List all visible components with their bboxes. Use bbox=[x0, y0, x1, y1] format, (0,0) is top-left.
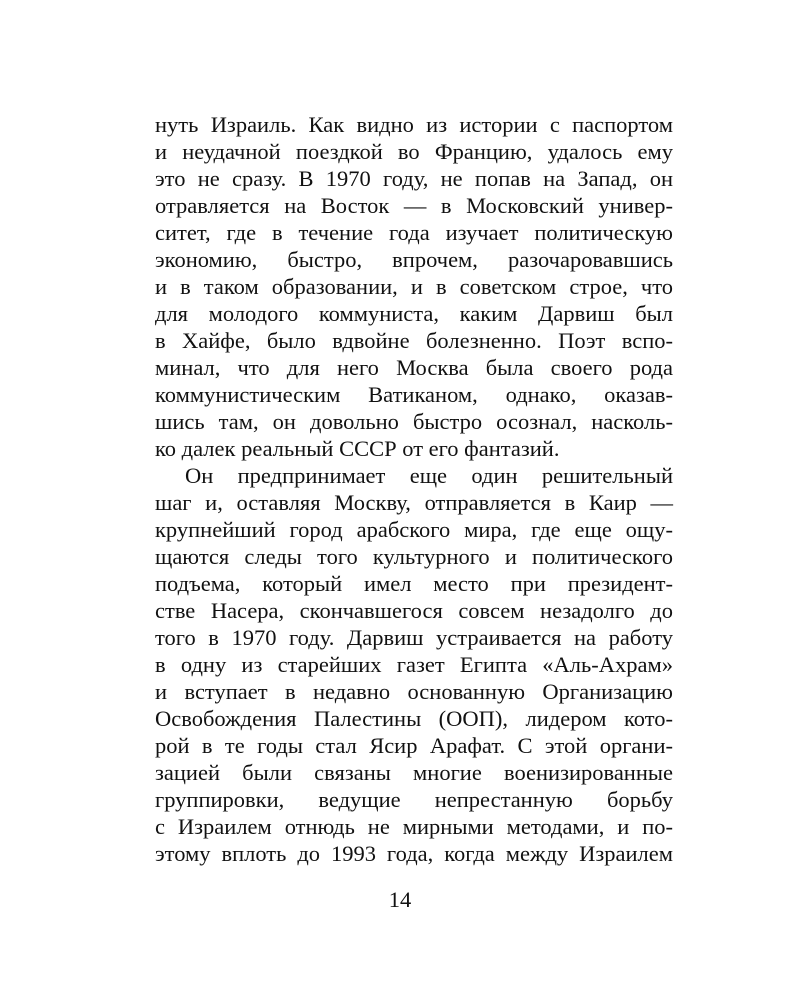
text-line: коммунистическим Ватиканом, однако, оказав- bbox=[155, 382, 673, 407]
text-line: зацией были связаны многие военизированные bbox=[155, 760, 673, 785]
text-line: ситет, где в течение года изучает политическую bbox=[155, 220, 673, 245]
text-line: в одну из старейших газет Египта «Аль-Ахрам» bbox=[155, 652, 673, 677]
text-line: и неудачной поездкой во Францию, удалось ему bbox=[155, 139, 673, 164]
text-line: и вступает в недавно основанную Организацию bbox=[155, 679, 673, 704]
text-line: в Хайфе, было вдвойне болезненно. Поэт вспо- bbox=[155, 328, 673, 353]
text-line: экономию, быстро, впрочем, разочаровавшись bbox=[155, 247, 673, 272]
text-line: нуть Израиль. Как видно из истории с паспортом bbox=[155, 112, 673, 137]
text-line: рой в те годы стал Ясир Арафат. С этой органи- bbox=[155, 733, 673, 758]
body-text bbox=[155, 111, 673, 867]
text-line: отравляется на Восток — в Московский универ- bbox=[155, 193, 673, 218]
paragraph-1 bbox=[155, 111, 673, 462]
text-line: шаг и, оставляя Москву, отправляется в Каир — bbox=[155, 490, 673, 515]
paragraph-2 bbox=[155, 462, 673, 867]
text-line: с Израилем отнюдь не мирными методами, и по- bbox=[155, 814, 673, 839]
text-line: минал, что для него Москва была своего рода bbox=[155, 355, 673, 380]
text-line: шись там, он довольно быстро осознал, насколь- bbox=[155, 409, 673, 434]
text-line: этому вплоть до 1993 года, когда между Израилем bbox=[155, 841, 673, 866]
text-line: ко далек реальный СССР от его фантазий. bbox=[155, 436, 560, 461]
text-line: для молодого коммуниста, каким Дарвиш был bbox=[155, 301, 673, 326]
text-line: стве Насера, скончавшегося совсем незадолго до bbox=[155, 598, 673, 623]
text-line: это не сразу. В 1970 году, не попав на Запад, он bbox=[155, 166, 673, 191]
page-number: 14 bbox=[388, 887, 412, 912]
text-line: Он предпринимает еще один решительный bbox=[185, 463, 673, 488]
text-line: щаются следы того культурного и политического bbox=[155, 544, 673, 569]
text-line: группировки, ведущие непрестанную борьбу bbox=[155, 787, 673, 812]
text-line: того в 1970 году. Дарвиш устраивается на работу bbox=[155, 625, 673, 650]
text-line: крупнейший город арабского мира, где еще ощу- bbox=[155, 517, 673, 542]
text-line: Освобождения Палестины (ООП), лидером кото- bbox=[155, 706, 673, 731]
text-line: и в таком образовании, и в советском строе, что bbox=[155, 274, 673, 299]
text-line: подъема, который имел место при президент- bbox=[155, 571, 673, 596]
